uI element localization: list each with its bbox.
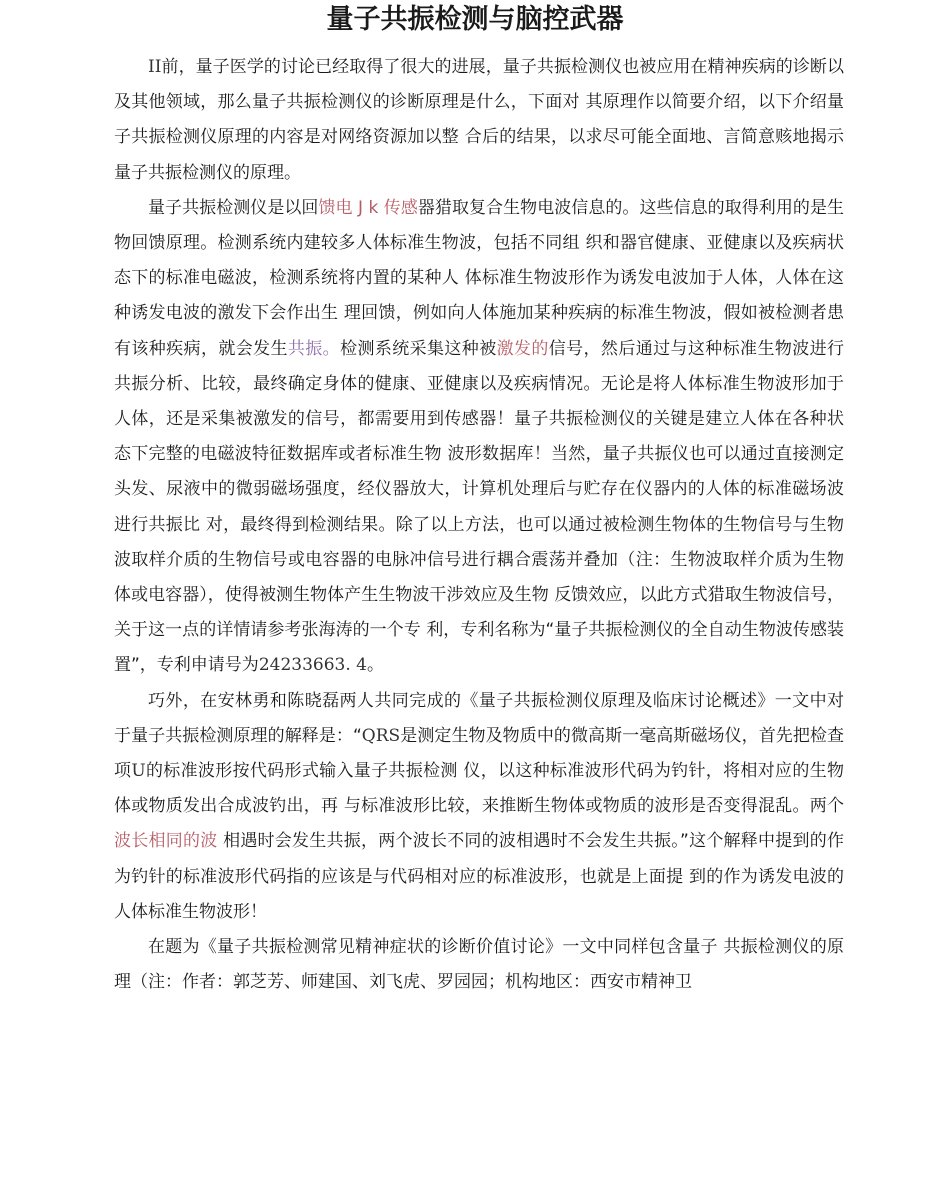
hyperlink-resonance[interactable]: 共振。	[287, 338, 341, 359]
text-span: U	[131, 761, 146, 782]
text-span: 巧外，在安林勇和陈晓磊两人共同完成的《量子共振检测仪原理及临床讨论概述》一文中对于量子共振检测原理的解释是：“	[114, 690, 844, 746]
text-span: 。	[366, 655, 384, 676]
text-span: QRS	[361, 725, 401, 746]
text-span: 是测定生物及物质中的微高斯一毫高斯磁场仪，首先把检查项	[114, 725, 845, 782]
text-span: 检测系统采集这种被	[340, 338, 497, 359]
document-body	[114, 50, 844, 1000]
text-span: II	[148, 57, 162, 77]
text-span: 的标准波形按代码形式输入量子共振检测 仪，以这种标准波形代码为钓针，将相对应的生物体或物质发出合成波钓出，再 与标准波形比较，来推断生物体或物质的波形是否变得混乱。两个	[114, 761, 845, 817]
text-span: 在题为《量子共振检测常见精神症状的诊断价值讨论》一文中同样包含量子 共振检测仪的原理（注：作者：郭芝芳、师建国、刘飞虎、罗园园；机构地区：西安市精神卫	[114, 937, 844, 993]
text-span: 量子共振检测仪是以回	[148, 197, 319, 218]
paragraph-3	[114, 684, 844, 930]
hyperlink-feedback-sensor[interactable]: 馈电 J k 传感	[318, 197, 418, 218]
text-span: 相遇时会发生共振，两个波长不同的波相遇时不会发生共振。”这个解释中提到的作为钓针的标准波形代码指的应该是与代码相对应的标准波形，也就是上面提 到的作为诱发电波的人体标准生物波形！	[114, 831, 844, 922]
patent-number: 24233663. 4	[258, 655, 367, 676]
page-title: 量子共振检测与脑控武器	[326, 4, 624, 35]
paragraph-4	[114, 930, 844, 1000]
text-span: 前，量子医学的讨论已经取得了很大的进展，量子共振检测仪也被应用在精神疾病的诊断以及其他领域，那么量子共振检测仪的诊断原理是什么，下面对 其原理作以简要介绍，以下介绍量子共振检测仪原理的内容是对网络资源加以整 合后的结果，以求尽可能全面地、言简意赅地揭示量子共振检测仪的原理。	[114, 57, 844, 183]
hyperlink-same-wavelength[interactable]: 波长相同的波	[114, 831, 218, 852]
text-span: 器猎取复合生物电波信息的。这些信息的取得利用的是生物回馈原理。检测系统内建较多人体标准生物波，包括不同组 织和器官健康、亚健康以及疾病状态下的标准电磁波，检测系统将内置的某种人 体标准生物波形作为诱发电波加于人体，人体在这种诱发电波的激发下会作出生 理回馈，例如向人体施加某种疾病的标准生物波，假如被检测者患有该种疾病，就会发生	[114, 197, 844, 359]
hyperlink-excited[interactable]: 激发的	[496, 338, 549, 359]
paragraph-1	[114, 50, 844, 191]
paragraph-2	[114, 191, 844, 684]
text-span: 信号，然后通过与这种标准生物波进行共振分析、比较，最终确定身体的健康、亚健康以及疾病情况。无论是将人体标准生物波形加于人体，还是采集被激发的信号，都需要用到传感器！量子共振检测仪的关键是建立人体在各种状态下完整的电磁波特征数据库或者标准生物 波形数据库！当然，量子共振仪也可以通过直接测定头发、尿液中的微弱磁场强度，经仪器放大，计算机处理后与贮存在仪器内的人体的标准磁场波进行共振比 对，最终得到检测结果。除了以上方法，也可以通过被检测生物体的生物信号与生物波取样介质的生物信号或电容器的电脉冲信号进行耦合震荡并叠加（注：生物波取样介质为生物体或电容器），使得被测生物体产生生物波干涉效应及生物 反馈效应，以此方式猎取生物波信号，关于这一点的详情请参考张海涛的一个专 利，专利名称为“量子共振检测仪的全自动生物波传感装置”，专利申请号为	[114, 338, 845, 676]
